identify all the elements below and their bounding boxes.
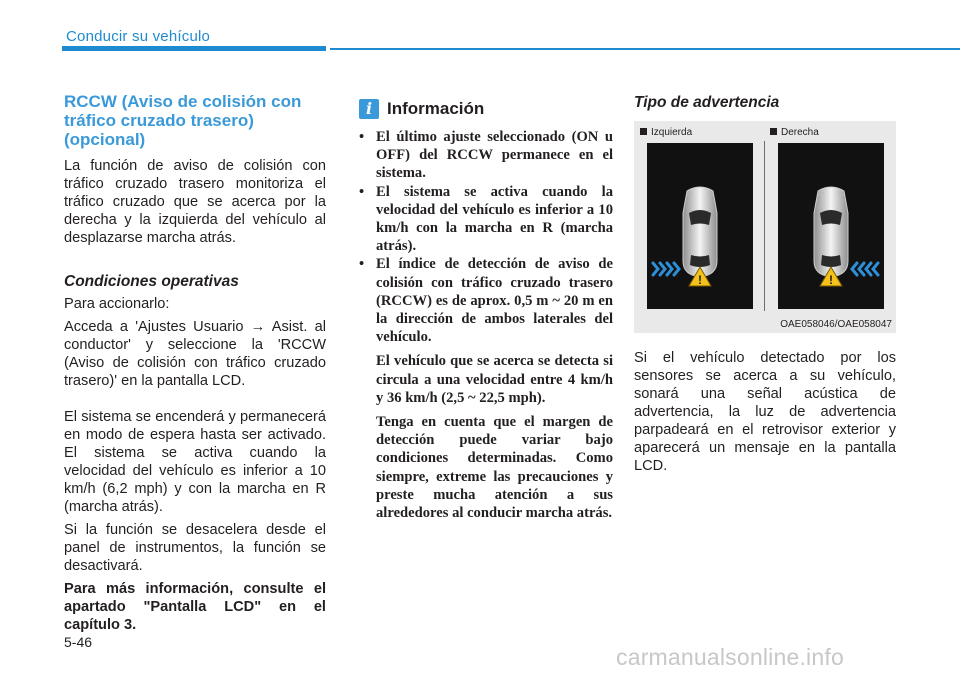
information-title: Información <box>387 99 485 118</box>
information-box <box>359 92 613 522</box>
caution-text: Tenga en cuenta que el margen de detección puede variar bajo condiciones determinadas. Como siempre, extreme las precauciones y preste mucha atención a sus alrededores al conducir marcha atrás. <box>376 414 613 522</box>
bullet: • <box>359 256 365 273</box>
standby-paragraph: El sistema se encenderá y permanecerá en modo de espera hasta ser activado. El sistema se activa cuando la velocidad del vehículo es inferior a 10 km/h (6,2 mph) y con la marcha en R (marcha atrás). <box>64 409 326 515</box>
approach-chevrons-icon <box>653 263 679 275</box>
column-right <box>634 92 896 475</box>
svg-text:!: ! <box>698 273 702 287</box>
detection-speed-text: El vehículo que se acerca se detecta si circula a una velocidad entre 4 km/h y 36 km/h (2,5 ~ 22,5 mph). <box>376 353 613 406</box>
list-item-text: El índice de detección de aviso de colisión con tráfico cruzado trasero (RCCW) es de aprox. 0,5 m ~ 20 m en la dirección de ambos laterales del vehículo. <box>376 256 613 346</box>
info-icon: i <box>359 99 379 119</box>
square-bullet-icon <box>770 128 777 135</box>
square-bullet-icon <box>640 128 647 135</box>
watermark: carmanualsonline.info <box>616 644 844 670</box>
column-left <box>64 92 326 634</box>
deactivate-paragraph: Si la función se desacelera desde el panel de instrumentos, la función se desactivará. <box>64 522 326 574</box>
figure-label-right <box>770 127 819 138</box>
activate-label: Para accionarlo: <box>64 296 170 312</box>
approach-chevrons-icon <box>852 263 878 275</box>
warning-description: Si el vehículo detectado por los sensores se acerca a su vehículo, sonará una señal acústica de advertencia, la luz de advertencia parpadeará en el retrovisor exterior y aparecerá un mensaje en la pantalla LCD. <box>634 350 896 474</box>
list-item-text: El sistema se activa cuando la velocidad del vehículo es inferior a 10 km/h con la marcha en R (marcha atrás). <box>376 183 613 255</box>
information-header <box>359 96 613 122</box>
bullet: • <box>359 129 365 145</box>
bullet: • <box>359 183 365 200</box>
svg-text:!: ! <box>829 273 833 287</box>
header-rule-thin <box>330 48 960 50</box>
information-list <box>359 128 613 522</box>
display-right <box>778 143 884 309</box>
figure-caption: OAE058046/OAE058047 <box>780 319 892 330</box>
activate-paragraph: Acceda a 'Ajustes Usuario → Asist. al conductor' y seleccione la 'RCCW (Aviso de colisión con tráfico cruzado trasero)' en la pantalla LCD. <box>64 319 326 389</box>
figure-label-left <box>640 127 692 138</box>
header-rule-thick <box>62 46 326 51</box>
list-item-text: El último ajuste seleccionado (ON u OFF) del RCCW permanece en el sistema. <box>376 129 613 182</box>
running-header: Conducir su vehículo <box>66 28 211 45</box>
list-item <box>359 255 613 522</box>
list-item <box>359 183 613 256</box>
figure-label-right-text: Derecha <box>781 127 819 138</box>
display-left <box>647 143 753 309</box>
figure-divider <box>764 141 765 311</box>
figure-label-left-text: Izquierda <box>651 127 693 138</box>
intro-paragraph: La función de aviso de colisión con tráfico cruzado trasero monitoriza el tráfico cruzado que se acerca por la derecha y la izquierda del vehículo al desplazarse marcha atrás. <box>64 158 326 246</box>
car-top-view-icon <box>647 143 753 309</box>
warning-type-heading: Tipo de advertencia <box>634 94 780 111</box>
warning-figure <box>634 121 896 333</box>
section-title: RCCW (Aviso de colisión con tráfico cruzado trasero) (opcional) <box>64 92 302 149</box>
list-item <box>359 128 613 183</box>
conditions-heading: Condiciones operativas <box>64 273 239 290</box>
car-top-view-icon <box>778 143 884 309</box>
page-number: 5-46 <box>64 634 93 650</box>
more-info-paragraph: Para más información, consulte el apartado "Pantalla LCD" en el capítulo 3. <box>64 581 326 633</box>
